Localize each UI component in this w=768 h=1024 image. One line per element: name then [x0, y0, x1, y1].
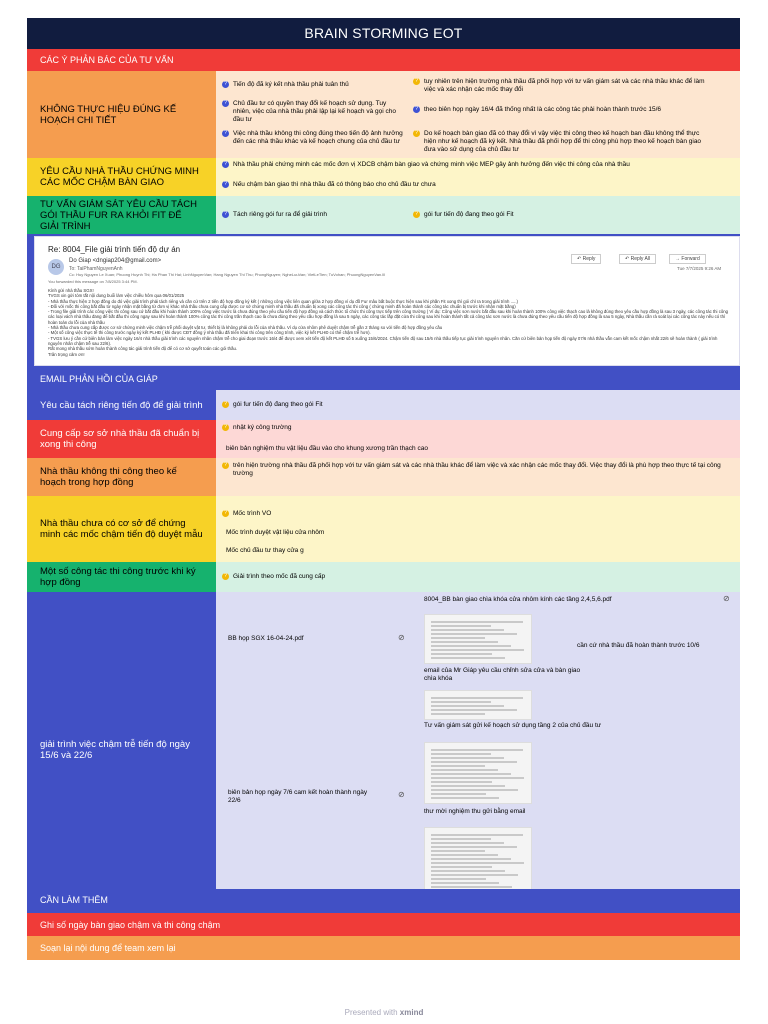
thumbnail-line	[431, 713, 485, 715]
thumbnail-line	[431, 886, 512, 888]
row-label[interactable]: YÊU CẦU NHÀ THẦU CHỨNG MINH CÁC MỐC CHẬM BÀN GIAO	[27, 158, 216, 196]
row-label[interactable]: Nhà thầu không thi công theo kế hoạch trong hợp đồng	[27, 458, 216, 496]
row-label[interactable]: Yêu cầu tách riêng tiến độ để giải trình	[27, 390, 216, 420]
question-icon: ?	[223, 130, 228, 136]
thumbnail-line	[431, 773, 511, 775]
todo-item[interactable]: Soạn lại nội dung để team xem lại	[27, 936, 740, 960]
question-icon: ?	[223, 462, 228, 468]
row-label[interactable]: Nhà thầu chưa có cơ sở để chứng minh các mốc chậm tiến độ duyệt mẫu	[27, 496, 216, 562]
thumbnail-line	[431, 709, 517, 711]
thumbnail-line	[431, 866, 492, 868]
question-icon: ?	[223, 424, 228, 430]
topic-item[interactable]: ? Nếu chậm bàn giao thì nhà thầu đã có thông báo cho chủ đầu tư chưa	[223, 181, 436, 188]
thumbnail-line	[431, 777, 524, 779]
thumbnail-line	[431, 657, 505, 659]
row-not-following-plan	[27, 71, 740, 158]
resp-row-3	[27, 458, 740, 496]
thumbnail-line	[431, 757, 504, 759]
thumbnail-line	[431, 645, 511, 647]
topic-item[interactable]: ? Giải trình theo mốc đã cung cấp	[223, 573, 326, 580]
topic-item[interactable]: ? gói fur tiến độ đang theo gói Fit	[414, 211, 514, 218]
topic-item[interactable]: biên bản nghiệm thu vật liệu đầu vào cho khung xương trần thạch cao	[226, 445, 428, 452]
attachment-icon[interactable]: ⊘	[398, 790, 405, 799]
map-title[interactable]: BRAIN STORMING EOT	[27, 18, 740, 49]
thumbnail-line	[431, 697, 523, 699]
thumbnail-line	[431, 846, 517, 848]
thumbnail-line	[431, 834, 523, 836]
forward-button[interactable]: → Forward	[669, 254, 706, 264]
topic-item[interactable]: ? Tiến độ đã ký kết nhà thầu phải tuân thủ	[223, 81, 349, 88]
thumbnail-line	[431, 753, 491, 755]
thumbnail-line	[431, 874, 518, 876]
image-caption[interactable]: thư mời nghiệm thu gửi bằng email	[424, 808, 526, 815]
topic-item[interactable]: ? nhật ký công trường	[223, 424, 292, 431]
question-icon: ?	[223, 211, 228, 217]
topic-item[interactable]: ? Việc nhà thầu không thi công đúng theo tiến độ ảnh hưởng đến các nhà thầu khác và kế hoạch chung của chủ đầu tư	[223, 130, 403, 145]
mindmap-canvas	[27, 18, 740, 960]
email-body	[48, 288, 728, 357]
topic-item[interactable]: ? Do kế hoạch bàn giao đã có thay đổi vì vậy việc thi công theo kế hoạch ban đầu không thể thực hiện như kế hoạch đã ký kết. Nhà thầu đã phối hợp để thi công phù hợp theo kế hoạch bàn giao đưa vào sử dụng của chủ đầu tư	[414, 130, 702, 153]
topic-item[interactable]: ? Mốc trình VO	[223, 510, 272, 517]
question-icon: ?	[414, 78, 419, 84]
email-line: - Một số công việc thực tế thi công trước ngày ký kết PLHĐ ( khi được CĐT đồng ý nhà thầu đã triển khai thi công trên công trình, việc ký kết PLHĐ có thể chậm trễ hơn).	[48, 330, 371, 336]
question-icon: ?	[223, 161, 228, 167]
topic-item[interactable]: ? Nhà thầu phải chứng minh các mốc đơn vị XDCB chậm bàn giao và chứng minh việc MEP gây ảnh hưởng đến việc thi công của nhà thầu	[223, 161, 630, 168]
thumbnail-line	[431, 793, 486, 795]
resp-row-5	[27, 562, 740, 592]
email-thumbnail[interactable]	[424, 614, 532, 664]
email-line: Trân trọng cảm ơn!	[48, 351, 85, 357]
row-label[interactable]: TƯ VẤN GIÁM SÁT YÊU CẦU TÁCH GÓI THẦU FUR RA KHỎI FIT ĐỂ GIẢI TRÌNH	[27, 196, 216, 234]
document-thumbnail[interactable]	[424, 742, 532, 804]
thumbnail-line	[431, 838, 491, 840]
attachment-file[interactable]: biên bản họp ngày 7/6 cam kết hoàn thành ngày 22/6	[228, 789, 368, 804]
row-separate-fur	[27, 196, 740, 234]
thumbnail-line	[431, 850, 485, 852]
topic-item[interactable]: Mốc chủ đầu tư thay cửa g	[226, 547, 304, 554]
thumbnail-line	[431, 625, 491, 627]
question-icon: ?	[223, 573, 228, 579]
topic-item[interactable]: ? Tách riêng gói fur ra để giải trình	[223, 211, 327, 218]
email-to: To: TaiPhamNguyenAnh	[69, 266, 123, 272]
section-responses[interactable]: EMAIL PHẢN HỒI CỦA GIÁP	[27, 368, 740, 390]
thumbnail-line	[431, 701, 491, 703]
email-screenshot	[34, 236, 740, 366]
topic-item[interactable]: ? theo biên họp ngày 16/4 đã thống nhất là các công tác phải hoàn thành trước 15/6	[414, 106, 662, 113]
thumbnail-line	[431, 785, 505, 787]
thumbnail-line	[431, 862, 524, 864]
thumbnail-line	[431, 761, 517, 763]
row-label[interactable]: Cung cấp sơ sở nhà thầu đã chuẩn bị xong thi công	[27, 420, 216, 458]
email-line: TVGS xin gửi tóm tắt nội dung buổi làm việc chiều hôm qua 06/01/2025	[48, 293, 185, 299]
attachment-icon[interactable]: ⊘	[398, 633, 405, 642]
thumbnail-line	[431, 789, 518, 791]
thumbnail-line	[431, 621, 523, 623]
email-from: Do Giap <dngiap204@gmail.com>	[69, 258, 162, 264]
resp-row-2	[27, 420, 740, 458]
question-icon: ?	[223, 81, 228, 87]
attachment-file[interactable]: 8004_BB bàn giao chìa khóa cửa nhôm kính các tầng 2,4,5,6.pdf	[424, 596, 612, 603]
attachment-icon[interactable]: ⊘	[723, 594, 730, 603]
question-icon: ?	[414, 106, 419, 112]
email-thumbnail[interactable]	[424, 827, 532, 893]
email-line: Kính gửi nhà thầu SGX!	[48, 288, 94, 293]
topic-item[interactable]: ? Chủ đầu tư có quyền thay đổi kế hoạch sử dụng. Tuy nhiên, việc của nhà thầu phải lập lại kế hoạch và gọi cho đầu tư	[223, 100, 396, 123]
question-icon: ?	[223, 100, 228, 106]
thumbnail-line	[431, 633, 517, 635]
avatar: DG	[48, 259, 64, 275]
row-label[interactable]: Một số công tác thi công trước khi ký hợp đồng	[27, 562, 216, 592]
question-icon: ?	[223, 181, 228, 187]
row-label[interactable]: giải trình việc chậm trễ tiến độ ngày 15/6 và 22/6	[27, 592, 216, 907]
thumbnail-line	[431, 649, 524, 651]
email-cc: Cc: Huy Nguyen Le Xuan; Phuong Huynh Thi; Ha Phan Thi Hai; LinhNguyenVan; Hang Nguyen Thi Thu; PhongNguyen; NgheLuuVan; VietLeTien; TuVohan; PhuongNguyenVan.lll	[69, 272, 385, 277]
image-caption[interactable]: email của Mr Giáp yêu cầu chỉnh sửa cửa và bàn giao chìa khóa	[424, 667, 581, 682]
thumbnail-line	[431, 749, 523, 751]
thumbnail-line	[431, 637, 485, 639]
row-label[interactable]: KHÔNG THỰC HIỆU ĐÚNG KẾ HOẠCH CHI TIẾT	[27, 71, 216, 158]
thumbnail-line	[431, 858, 511, 860]
topic-item[interactable]: Mốc trình duyệt vật liệu cửa nhôm	[226, 529, 325, 536]
resp-row-4	[27, 496, 740, 562]
thumbnail-line	[431, 781, 492, 783]
email-line: Rất mong nhà thầu sớm hoàn thành công tác giải trình tiến độ để có cơ sở quyết toán các gói thầu.	[48, 346, 238, 352]
reply-button[interactable]: ↶ Reply	[571, 254, 601, 264]
image-caption[interactable]: Tư vấn giám sát gửi kế hoạch sử dụng tầng 2 của chủ đầu tư	[424, 722, 602, 729]
topic-item[interactable]: ? tuy nhiên trên hiện trường nhà thầu đã phối hợp với tư vấn giám sát và các nhà thầu khác để làm việc và xác nhận các mốc thay đổi	[414, 78, 705, 93]
email-line: - Nhà thầu thực hiện 2 hợp đồng do đó việc giải trình phải tách riêng và cần cứ trên 2 tiến độ hợp đồng ký kết ( những công việc liên quan giữa 2 hợp đồng ví dụ đồ Fur mâu bất buộc thực hiện sau khi phần Fit xong thì gói chỉ ra trong giải trình .....)	[48, 298, 518, 304]
xmind-logo: xmind	[399, 1008, 424, 1017]
thumbnail-line	[431, 765, 485, 767]
email-forwarded-note: You forwarded this message on 7/8/2025 3:44 PM.	[48, 279, 138, 284]
email-line: - Nhà thầu chưa cung cấp được cơ sở chứng minh việc chậm trễ phối duyệt vật tư, thiết bị là không phải do lỗi của nhà thầu. Ví dụ cửa nhôm phê duyệt chậm trễ gần 2 tháng so với tiến độ hợp đồng yêu cầu	[48, 325, 443, 331]
topic-item[interactable]: ? gói fur tiến độ đang theo gói Fit	[223, 401, 323, 408]
todo-item[interactable]: Ghi số ngày bàn giao chậm và thi công chậm	[27, 913, 740, 936]
thumbnail-line	[431, 641, 498, 643]
attachment-file[interactable]: BB họp SGX 16-04-24.pdf	[228, 635, 304, 642]
reply-all-button[interactable]: ↶ Reply All	[619, 254, 656, 264]
thumbnail-line	[431, 878, 486, 880]
thumbnail-line	[431, 705, 504, 707]
topic-item[interactable]: ? trên hiện trường nhà thầu đã phối hợp với tư vấn giám sát và các nhà thầu khác để làm việc và xác nhận các mốc thay đổi. Việc thay đổi là phù hợp theo thực tế tại công trường	[223, 462, 721, 477]
thumbnail-line	[431, 870, 505, 872]
question-icon: ?	[414, 211, 419, 217]
email-line: - Trong file giải trình các công việc thi công sau cứ bắt đầu khi hoàn thành 100% công việc trước là chưa đúng theo yêu cầu tiến độ hợp đồng và cách thức tổ chức thi công trực tiếp trên công trường ( Ví dụ: Công việc sơn nước bắt đầu sau khi hoàn thành 100% công việc thạch cao là không đúng theo yêu cầu hợp đồng là sau 3 ngày, các công tác thi công các loại vách nhà thầu đang để bắt đầu thi công ngay sau khi hoàn thành 100% công tác thi công trần thạch cao là chưa đúng theo yêu cầu hợp đồng là sau 5 ngày, các công tác lắp đặt cửa thi công sau khi hoàn thành tất cả công tác sơn nước là chưa đúng theo yêu cầu tiến độ hợp đồng là sau 5 ngày, Nhà thầu cần rà soát lại các công tác này nếu có thì hoàn toàn do lỗi của nhà thầu	[48, 309, 729, 325]
resp-row-1	[27, 390, 740, 420]
row-prove-delays	[27, 158, 740, 196]
thumbnail-line	[431, 653, 492, 655]
email-date: Tue 7/7/2025 9:26 AM	[677, 266, 722, 271]
email-thumbnail[interactable]	[424, 690, 532, 720]
row-delay-explanation	[27, 592, 740, 907]
question-icon: ?	[414, 130, 419, 136]
thumbnail-line	[431, 842, 504, 844]
question-icon: ?	[223, 510, 228, 516]
section-todo[interactable]: CẦN LÀM THÊM	[27, 889, 740, 911]
thumbnail-line	[431, 882, 499, 884]
email-line: - TVGS lưu ý cần cứ biên bản làm việc ngày 16/4 nhà thầu giải trình các nguyên nhân chậm trễ cho giai đoạn trước 16/4 để được xem xét tiến độ kết PLHĐ số 5 xuống 15/6/2024. Chậm tiến độ sau 15/6 nhà thầu tiếp tục giải trình nguyên nhân. Căn cứ biên bản họp tiến độ ngày 07/6 nhà thầu vẫn cam kết mốc chậm nhất 22/6 sẽ hoàn thành ( giải trình nguyên nhân chậm trễ sau 22/6).	[48, 335, 718, 346]
thumbnail-line	[431, 797, 499, 799]
presented-with-footer: Presented with xmind	[344, 1008, 424, 1017]
email-line: - Đối với mốc thi công bắt đầu từ ngày nhận mặt bằng từ đơn vị khác nhà thầu chưa cung cấp được cơ sở chứng minh nhà thầu đã chuẩn bị xong các công tác thi công ( chứng minh đã hoàn thành các công tác chuẩn bị trước khi nhận mặt bằng)	[48, 303, 516, 309]
section-objections[interactable]: CÁC Ý PHẢN BÁC CỦA TƯ VẤN	[27, 49, 740, 71]
question-icon: ?	[223, 401, 228, 407]
thumbnail-line	[431, 629, 504, 631]
thumbnail-line	[431, 769, 498, 771]
note-text[interactable]: cần cứ nhà thầu đã hoàn thành trước 10/6	[577, 642, 700, 649]
email-subject: Re: 8004_File giải trình tiến độ dự án	[48, 245, 181, 254]
thumbnail-line	[431, 854, 498, 856]
